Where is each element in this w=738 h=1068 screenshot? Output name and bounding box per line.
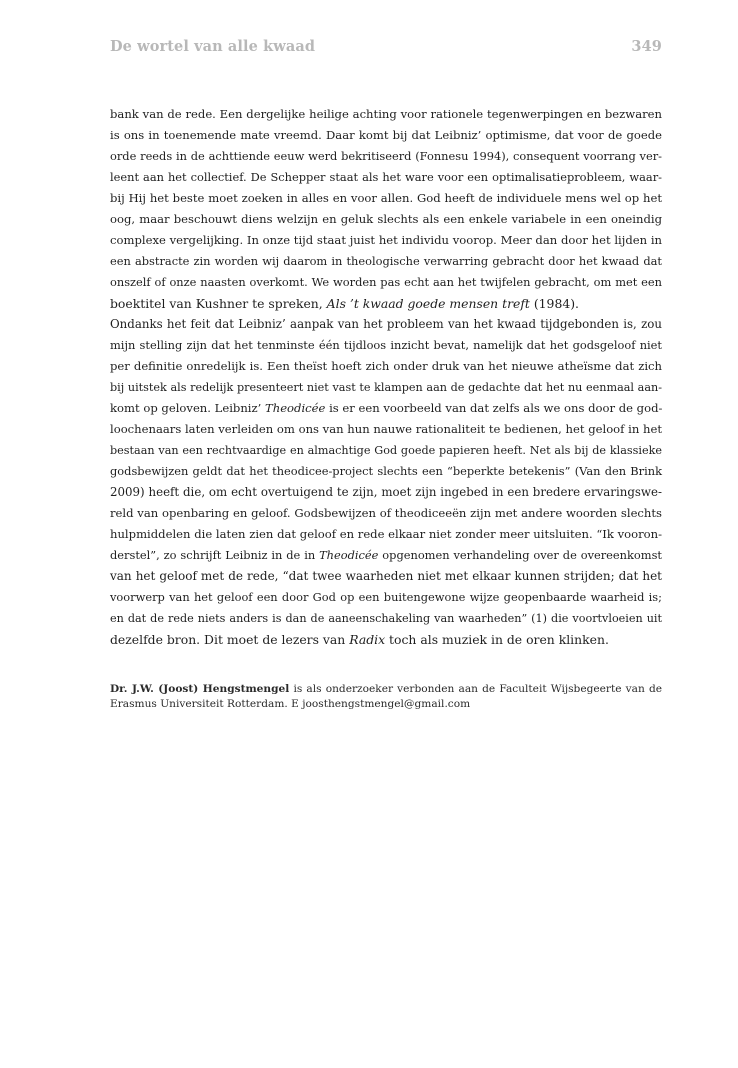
text-line: bank van de rede. Een dergelijke heilige achting voor rationele tegenwerpingen en bezwaren	[110, 107, 662, 121]
text-line: Ondanks het feit dat Leibniz’ aanpak van het probleem van het kwaad tijdgebonden is, zou	[110, 317, 662, 331]
text-line	[110, 629, 662, 650]
text-line: orde reeds in de achttiende eeuw werd bekritiseerd (Fonnesu 1994), consequent voorrang ver-	[110, 149, 662, 163]
author-note	[110, 682, 662, 712]
text-segment: komt op geloven. Leibniz’	[110, 401, 265, 415]
book-title: Theodicée	[265, 401, 326, 415]
text-line: van het geloof met de rede, “dat twee waarheden niet met elkaar kunnen strijden; dat het	[110, 569, 662, 583]
text-line: voorwerp van het geloof een door God op een buitengewone wijze geopenbaarde waarheid is;	[110, 590, 662, 604]
text-line: 2009) heeft die, om echt overtuigend te zijn, moet zijn ingebed in een bredere ervaringswe-	[110, 485, 662, 499]
page-number: 349	[631, 38, 662, 55]
text-line: reld van openbaring en geloof. Godsbewijzen of theodiceeën zijn met andere woorden slechts	[110, 506, 662, 520]
text-line: is ons in toenemende mate vreemd. Daar komt bij dat Leibniz’ optimisme, dat voor de goede	[110, 128, 662, 142]
text-line: godsbewijzen geldt dat het theodicee-project slechts een “beperkte betekenis” (Van den Brink	[110, 464, 662, 478]
text-line	[110, 545, 662, 566]
author-name: Dr. J.W. (Joost) Hengstmengel	[110, 683, 290, 695]
paragraph-2	[110, 314, 662, 650]
text-line: oog, maar beschouwt diens welzijn en geluk slechts als een enkele variabele in een oneindig	[110, 212, 662, 226]
text-line: bestaan van een rechtvaardige en almachtige God goede papieren heeft. Net als bij de klassieke	[110, 444, 662, 457]
text-line: en dat de rede niets anders is dan de aaneenschakeling van waarheden” (1) die voortvloeien uit	[110, 612, 662, 625]
text-segment: (1984).	[529, 296, 579, 311]
text-segment: opgenomen verhandeling over de overeenkomst	[378, 548, 662, 562]
author-description: is als onderzoeker verbonden aan de Faculteit Wijsbegeerte van de Erasmus Universiteit Rotterdam. E joosthengstmengel@gmail.com	[110, 683, 662, 710]
text-line: complexe vergelijking. In onze tijd staat juist het individu voorop. Meer dan door het lijden in	[110, 233, 662, 247]
journal-title: Radix	[349, 632, 386, 647]
text-line: per definitie onredelijk is. Een theïst hoeft zich onder druk van het nieuwe atheïsme dat zich	[110, 359, 662, 373]
running-head	[110, 38, 662, 55]
text-line: leent aan het collectief. De Schepper staat als het ware voor een optimalisatieprobleem, waar-	[110, 170, 662, 184]
text-segment: boektitel van Kushner te spreken,	[110, 296, 327, 311]
text-line: bij uitstek als redelijk presenteert niet vast te klampen aan de gedachte dat het nu eenmaal aan-	[110, 381, 662, 394]
text-segment: is er een voorbeeld van dat zelfs als we ons door de god-	[325, 401, 663, 415]
text-line: hulpmiddelen die laten zien dat geloof en rede elkaar niet zonder meer uitsluiten. “Ik vooron-	[110, 527, 662, 541]
text-line: bij Hij het beste moet zoeken in alles en voor allen. God heeft de individuele mens wel op het	[110, 191, 662, 205]
paragraph-1	[110, 104, 662, 314]
text-line	[110, 293, 662, 314]
text-line: onszelf of onze naasten overkomt. We worden pas echt aan het twijfelen gebracht, om met een	[110, 275, 662, 289]
text-line	[110, 398, 662, 419]
text-line: loochenaars laten verleiden om ons van hun nauwe rationaliteit te bedienen, het geloof in het	[110, 422, 662, 436]
text-line: een abstracte zin worden wij daarom in theologische verwarring gebracht door het kwaad dat	[110, 254, 662, 268]
text-segment: toch als muziek in de oren klinken.	[385, 632, 609, 647]
book-title: Theodicée	[319, 548, 379, 562]
book-title: Als ’t kwaad goede mensen treft	[326, 296, 530, 311]
text-segment: dezelfde bron. Dit moet de lezers van	[110, 632, 350, 647]
article-body	[110, 104, 662, 650]
text-line: mijn stelling zijn dat het tenminste één tijdloos inzicht bevat, namelijk dat het godsgeloof niet	[110, 338, 662, 352]
text-segment: derstel”, zo schrijft Leibniz in de in	[110, 548, 320, 562]
running-title: De wortel van alle kwaad	[110, 38, 316, 55]
